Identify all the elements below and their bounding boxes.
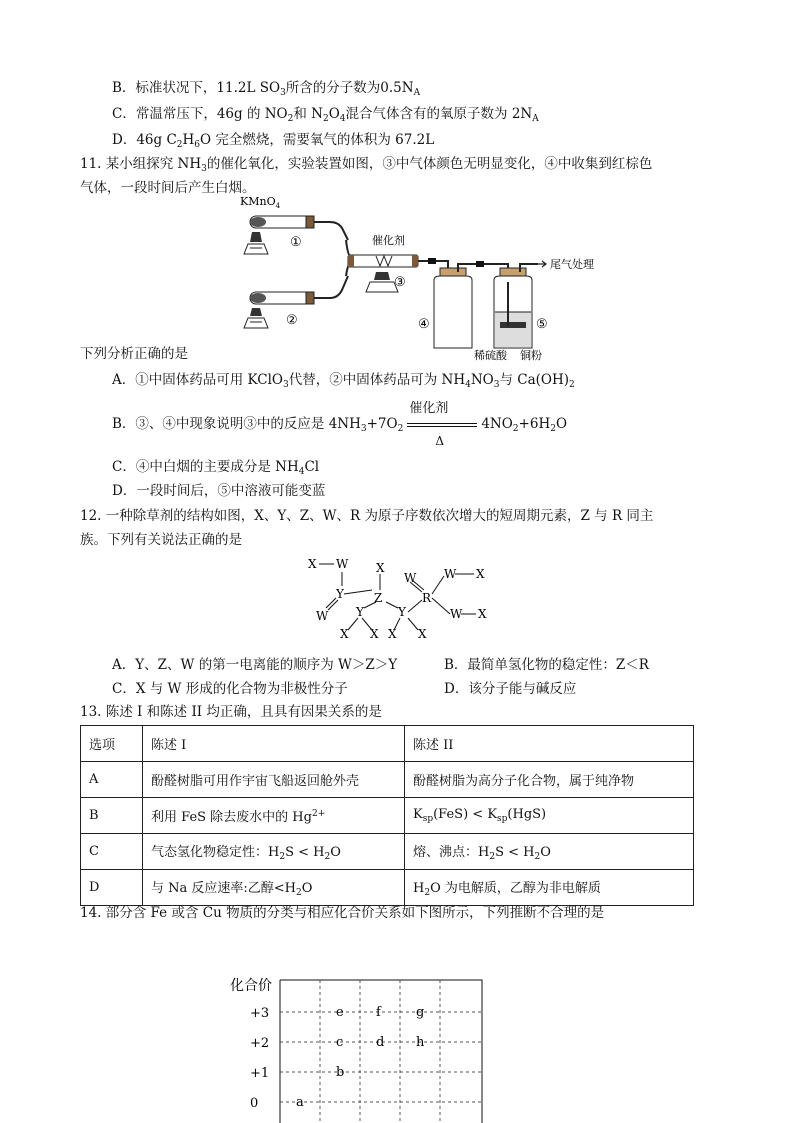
condition-bottom: Δ — [435, 433, 444, 448]
point-label-c: c — [336, 1035, 344, 1050]
atom-x: X — [478, 607, 487, 621]
row-option: D — [81, 870, 143, 906]
q12-option-d: D．该分子能与碱反应 — [444, 681, 577, 697]
subscript: 3 — [493, 380, 500, 390]
atom-y: Y — [356, 605, 364, 619]
q12-stem-line2: 族。下列有关说法正确的是 — [80, 532, 242, 548]
row-statement-2 — [405, 798, 694, 834]
option-text: 一段时间后，⑤中溶液可能变蓝 — [136, 483, 326, 499]
point-label-d: d — [376, 1035, 385, 1050]
atom-w: W — [404, 571, 417, 585]
bottle-5 — [490, 264, 538, 348]
q11-stem-line1 — [80, 154, 652, 179]
header-statement-2: 陈述 II — [405, 726, 694, 762]
subscript: 6 — [194, 140, 201, 150]
subscript: sp — [422, 814, 434, 824]
option-label: B． — [112, 416, 136, 432]
atom-x: X — [418, 627, 427, 641]
row-option: B — [81, 798, 143, 834]
q14-valence-chart — [220, 970, 500, 1123]
atom-z: Z — [374, 591, 383, 605]
option-text: 代替，②中固体药品可为 NH — [288, 372, 466, 388]
q10-option-c — [112, 104, 539, 129]
chart-grid — [280, 980, 482, 1123]
acid-label: 稀硫酸 — [474, 349, 507, 362]
cell-text: H — [413, 881, 425, 896]
subscript: 3 — [201, 164, 207, 174]
option-text: O — [555, 416, 568, 432]
subscript: 2 — [534, 852, 541, 862]
option-text: 标准状况下，11.2L SO — [135, 80, 281, 96]
atom-x: X — [476, 567, 485, 581]
subscript: 3 — [360, 424, 367, 434]
atom-w: W — [336, 557, 349, 571]
subscript: 2 — [489, 852, 496, 862]
arrow-icon — [538, 261, 546, 267]
subscript: 4 — [465, 380, 471, 390]
q12-stem-line1: 12. 一种除草剂的结构如图，X、Y、Z、W、R 为原子序数依次增大的短周期元素，Z 与 R 同主 — [80, 508, 654, 524]
subscript: 2 — [424, 888, 431, 898]
option-text: 常温常压下，46g 的 NO — [135, 106, 288, 122]
cell-text: O 为电解质，乙醇为非电解质 — [430, 881, 601, 896]
label-5: ⑤ — [536, 317, 548, 332]
option-label: B． — [112, 80, 136, 96]
row-statement-2 — [405, 834, 694, 870]
table-row — [81, 834, 694, 870]
row-statement-1 — [143, 870, 405, 906]
subscript: 2 — [550, 424, 556, 434]
option-text: O 完全燃烧，需要氧气的体积为 67.2L — [200, 132, 435, 148]
header-statement-1: 陈述 I — [143, 726, 405, 762]
option-label: D． — [112, 483, 137, 499]
row-statement-2: 酚醛树脂为高分子化合物，属于纯净物 — [405, 762, 694, 798]
option-text: Cl — [304, 459, 320, 475]
option-text: 46g C — [136, 132, 177, 148]
cell-text: (HgS) — [507, 807, 547, 822]
cell-text: 利用 FeS 除去废水中的 Hg — [151, 810, 312, 825]
y-tick-label: 0 — [250, 1096, 259, 1111]
subscript: 2 — [512, 424, 519, 434]
subscript: 2 — [176, 140, 183, 150]
option-text: 4NO — [481, 416, 513, 432]
label-4: ④ — [418, 317, 430, 332]
row-statement-1 — [143, 798, 405, 834]
subscript: 2 — [279, 852, 286, 862]
stem-text: 11. 某小组探究 NH — [80, 156, 202, 172]
q11-option-a — [112, 370, 575, 395]
atom-x: X — [388, 627, 397, 641]
point-label-a: a — [296, 1095, 304, 1110]
option-text: ①中固体药品可用 KClO — [135, 372, 283, 388]
cell-text: (FeS) < K — [433, 807, 498, 822]
cell-text: O — [540, 845, 551, 860]
table-row — [81, 870, 694, 906]
tail-gas-label: 尾气处理 — [550, 258, 594, 271]
atom-x: X — [340, 627, 349, 641]
option-label: C． — [112, 106, 136, 122]
cell-text: S < H — [495, 845, 535, 860]
label-3: ③ — [394, 275, 406, 290]
point-label-h: h — [416, 1035, 425, 1050]
option-label: C． — [112, 459, 136, 475]
option-text: ④中白烟的主要成分是 NH — [135, 459, 299, 475]
reaction-condition — [403, 400, 481, 448]
option-text: +6H — [518, 416, 551, 432]
y-tick-label: +2 — [250, 1036, 270, 1051]
row-statement-2 — [405, 870, 694, 906]
subscript: 4 — [339, 114, 346, 124]
atom-w: W — [444, 567, 457, 581]
q12-structure-figure — [300, 550, 500, 645]
option-text: O — [328, 106, 340, 122]
subscript: A — [413, 88, 421, 98]
test-tube-2 — [250, 276, 348, 304]
q13-table — [80, 725, 694, 906]
y-axis-label: 化合价 — [230, 978, 272, 994]
subscript: 2 — [324, 852, 331, 862]
atom-r: R — [422, 591, 432, 605]
option-text: NO — [470, 372, 494, 388]
q12-option-a: A．Y、Z、W 的第一电离能的顺序为 W＞Z＞Y — [112, 657, 398, 673]
option-text: 和 N — [293, 106, 323, 122]
option-text: ③、④中现象说明③中的反应是 4NH — [135, 416, 361, 432]
q11-option-c — [112, 457, 319, 482]
option-label: A． — [112, 372, 136, 388]
atom-w: W — [450, 607, 463, 621]
cell-text: O — [301, 881, 313, 896]
q11-ask: 下列分析正确的是 — [80, 346, 188, 362]
atom-x: X — [376, 561, 385, 575]
q12-option-b: B．最简单氢化物的稳定性：Z＜R — [444, 657, 649, 673]
subscript: sp — [497, 814, 508, 824]
label-1: ① — [290, 235, 302, 250]
table-row — [81, 798, 694, 834]
atom-x: X — [370, 627, 379, 641]
atom-y: Y — [336, 587, 344, 601]
row-statement-1 — [143, 834, 405, 870]
q12-option-c: C．X 与 W 形成的化合物为非极性分子 — [112, 681, 348, 697]
burner-1-icon — [244, 232, 268, 254]
atom-w: W — [316, 609, 329, 623]
header-option: 选项 — [81, 726, 143, 762]
subscript: 2 — [287, 114, 294, 124]
subscript: 2 — [569, 380, 575, 390]
option-text: +7O — [366, 416, 398, 432]
table-header-row — [81, 726, 694, 762]
burner-2-icon — [244, 308, 268, 328]
point-label-e: e — [336, 1005, 344, 1020]
q10-option-d — [112, 130, 434, 155]
q11-option-d — [112, 481, 325, 501]
condition-top: 催化剂 — [409, 400, 449, 416]
subscript: 4 — [298, 467, 305, 477]
subscript: 2 — [397, 424, 404, 434]
y-tick-label: +3 — [250, 1006, 270, 1021]
row-statement-1: 酚醛树脂可用作宇宙飞船返回舱外壳 — [143, 762, 405, 798]
cell-text: S < H — [285, 845, 325, 860]
q14-stem: 14. 部分含 Fe 或含 Cu 物质的分类与相应化合价关系如下图所示，下列推断不合理的是 — [80, 905, 605, 921]
cell-text: 气态氢化物稳定性：H — [151, 845, 280, 860]
cell-text: 熔、沸点：H — [413, 845, 490, 860]
bottle-4 — [434, 264, 490, 348]
point-label-g: g — [416, 1005, 425, 1020]
catalyst-label: 催化剂 — [372, 234, 405, 247]
option-label: D． — [112, 132, 137, 148]
q11-apparatus-figure — [230, 192, 620, 362]
y-tick-label: +1 — [250, 1066, 270, 1081]
row-option: C — [81, 834, 143, 870]
subscript: 3 — [280, 88, 286, 98]
table-row — [81, 762, 694, 798]
cell-text: O — [330, 845, 341, 860]
subscript: 2 — [322, 114, 329, 124]
option-text: 所含的分子数为0.5N — [285, 80, 414, 96]
equals-sign — [407, 423, 477, 427]
q11-stem-line2: 气体，一段时间后产生白烟。 — [80, 180, 256, 196]
row-option: A — [81, 762, 143, 798]
atom-x: X — [308, 557, 317, 571]
option-text: H — [182, 132, 195, 148]
q11-option-b — [112, 400, 568, 448]
point-label-b: b — [336, 1065, 345, 1080]
kmno4-label: KMnO$_4$ — [240, 195, 281, 210]
superscript: 2+ — [311, 809, 326, 819]
stem-text: 的催化氧化，实验装置如图，③中气体颜色无明显变化，④中收集到红棕色 — [206, 156, 653, 172]
option-text: 混合气体含有的氧原子数为 2N — [345, 106, 533, 122]
subscript: 2 — [296, 888, 302, 898]
subscript: A — [532, 114, 539, 124]
cell-text: K — [413, 807, 423, 822]
copper-label: 铜粉 — [520, 349, 542, 362]
q10-option-b — [112, 78, 420, 103]
label-2: ② — [286, 313, 298, 328]
y-tick-labels — [250, 1006, 269, 1111]
cell-text: 与 Na 反应速率:乙醇<H — [151, 881, 296, 896]
atom-y: Y — [398, 605, 406, 619]
point-label-f: f — [376, 1005, 381, 1020]
q13-stem: 13. 陈述 I 和陈述 II 均正确，且具有因果关系的是 — [80, 704, 382, 720]
option-text: 与 Ca(OH) — [499, 372, 570, 388]
subscript: 3 — [282, 380, 289, 390]
catalyst-tube — [348, 255, 418, 267]
